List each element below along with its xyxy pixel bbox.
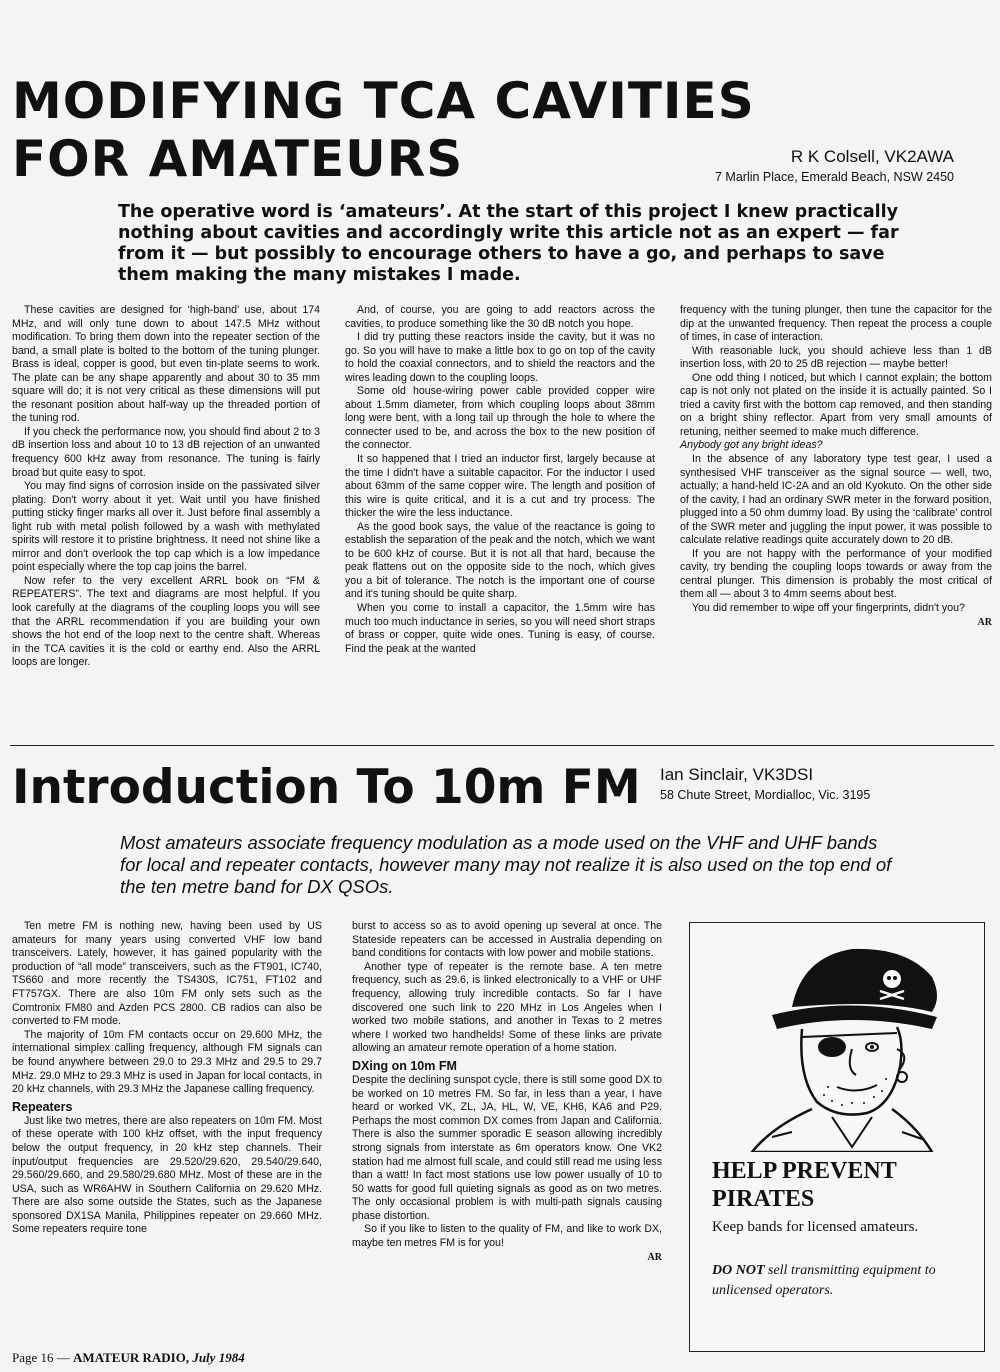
footer-magazine: AMATEUR RADIO, bbox=[73, 1350, 193, 1365]
article2-lead: Most amateurs associate frequency modulation as a mode used on the VHF and UHF bands for local and repeater contacts, however many may not realize it is also used on the top end of the ten metre band for DX QSOs. bbox=[120, 832, 892, 897]
paragraph: So if you like to listen to the quality of FM, and like to work DX, maybe ten metres FM is for you! bbox=[352, 1223, 662, 1250]
paragraph: When you come to install a capacitor, the 1.5mm wire has much too much inductance in series, so you will need short straps of brass or copper, quite wide ones. Tuning is easy, of course. Find the peak at the wanted bbox=[345, 602, 655, 655]
end-mark: AR bbox=[647, 1251, 662, 1263]
subheading-dxing: DXing on 10m FM bbox=[352, 1058, 457, 1073]
ad-warning bbox=[712, 1261, 982, 1301]
paragraph: The majority of 10m FM contacts occur on 29.600 MHz, the international simplex calling frequency, although FM signals can be found anywhere between 29.0 to 29.3 MHz and 29.5 to 29.7 MHz. 29.0 MHz to 29.3 MHz is used in Japan for local contacts, in 20 kHz channels, with 29.3 MHz the Japanese calling frequency. bbox=[12, 1028, 322, 1096]
paragraph: Just like two metres, there are also repeaters on 10m FM. Most of these operate with 100 kHz offset, with the input frequency below the output frequency, in 20 kHz step channels. Their input/output frequencies are 29.520/29.620, 29.540/29.640, 29.560/29.660, and 29.580/29.680 MHz. Most of these are in the USA, such as WR6AHW in Southern California on 29.620 MHz. There are also some outside the States, such as the Japanese sponsored DX1SA Manila, Philippines repeater on 29.660 MHz. Some repeaters require tone bbox=[12, 1114, 322, 1236]
paragraph: In the absence of any laboratory type test gear, I used a synthesised VHF transceiver as the signal source — well, two, actually; a hand-held IC-2A and an old Kyokuto. On the other side of the cavity, I had an ordinary SWR meter in the forward position, plugged into a 50 ohm dummy load. By using the ‘calibrate’ control of the SWR meter and juggling the input power, it was possible to calculate relative readings quite accurately down to 20 dB. bbox=[680, 453, 992, 547]
paragraph: These cavities are designed for ‘high-band’ use, about 174 MHz, and will only tune down to about 147.5 MHz without modification. To bring them down into the repeater section of the band, a small plate is bolted to the bottom of the tuning plunger. Brass is ideal, copper is good, but even tin-plate seems to work. The plate can be any shape apparently and about 30 to 35 mm square will do; it is not very critical as these dimensions will put the resonant position about half-way up the threaded portion of the tuning rod. bbox=[12, 304, 320, 425]
article1-address: 7 Marlin Place, Emerald Beach, NSW 2450 bbox=[715, 170, 954, 184]
subheading-repeaters: Repeaters bbox=[12, 1099, 73, 1114]
paragraph: As the good book says, the value of the reactance is going to establish the separation of the peak and the notch, which we want to be 600 kHz of course. But it is not all that hard, because the peak flattens out on the opposite side to the noch, which gives you a bit of tolerance. The notch is the important one of course and it's tuning should be quite sharp. bbox=[345, 520, 655, 601]
page-footer bbox=[12, 1350, 245, 1366]
ad-title bbox=[712, 1157, 897, 1213]
paragraph: You may find signs of corrosion inside on the passivated silver plating. Don't worry about it yet. Wait until you have finished putting sticky finger marks all over it. Just before final assembly a light rub with metal polish followed by a wash with methylated spirits will restore it to pristine brightness. It need not shine like a mirror and don't overlook the top cap which is a low impedance point especially where the top cap joins the barrel. bbox=[12, 480, 320, 574]
article1-title: MODIFYING TCA CAVITIES FOR AMATEURS bbox=[12, 72, 755, 188]
article2-byline bbox=[660, 764, 984, 804]
ad-title-line-1: HELP PREVENT bbox=[712, 1158, 897, 1184]
paragraph: Ten metre FM is nothing new, having been used by US amateurs for many years using converted VHF low band transceivers. Lately, however, it has gained popularity with the production of “all mode” transceivers, such as the FT901, IC740, TS660 and more recently the TS430S, IC751, FT102 and FT757GX. There are also 10m FM only sets such as the Comtronix FM80 and Azden PCS 2800. CB radios can also be converted to FM mode. bbox=[12, 920, 322, 1028]
footer-page: Page 16 — bbox=[12, 1350, 74, 1365]
paragraph: And, of course, you are going to add reactors across the cavities, to produce something like the 30 dB notch you hope. bbox=[345, 304, 655, 330]
footer-date: July 1984 bbox=[192, 1350, 245, 1365]
article2-author: Ian Sinclair, VK3DSI bbox=[660, 765, 814, 784]
end-mark: AR bbox=[977, 616, 992, 628]
pirates-ad bbox=[689, 922, 985, 1352]
paragraph: If you check the performance now, you should find about 2 to 3 dB insertion loss and about 10 to 13 dB rejection of an unwanted frequency 600 kHz away from resonance. The tuning is fairly broad but quite easy to spot. bbox=[12, 425, 320, 479]
paragraph: With reasonable luck, you should achieve less than 1 dB insertion loss, with 20 to 25 dB rejection — maybe better! bbox=[680, 344, 992, 371]
article2-body bbox=[12, 920, 662, 1264]
paragraph: burst to access so as to avoid opening up several at once. The Stateside repeaters can be accessed in Australia depending on band conditions for contacts with low power and mobile stations. bbox=[352, 920, 662, 960]
pirate-illustration-icon bbox=[732, 937, 952, 1152]
article1-byline bbox=[640, 146, 954, 186]
article2-title: Introduction To 10m FM bbox=[12, 760, 641, 815]
article1-column-2 bbox=[345, 304, 655, 670]
article1-column-1 bbox=[12, 304, 320, 670]
paragraph: You did remember to wipe off your fingerprints, didn't you? bbox=[692, 602, 965, 615]
ad-warning-emphasis: DO NOT bbox=[712, 1263, 765, 1278]
paragraph: Another type of repeater is the remote base. A ten metre frequency, such as 29.6, is linked electronically to a VHF or UHF frequency, allowing truly incredible contacts. So far I have discovered one such link to 220 MHz in Los Angeles when I worked two mobile stations, and another in Texas to 2 metres where I worked two handhelds! Some of these links are private allowing an amateur remote operation of a home station. bbox=[352, 960, 662, 1055]
paragraph: If you are not happy with the performance of your modified cavity, try bending the coupling loops towards or away from the central plunger. This dimension is probably the most critical of them all — about 3 to 4mm seems about best. bbox=[680, 547, 992, 601]
ad-warning-text: sell transmitting equipment to unlicensed operators. bbox=[712, 1263, 936, 1298]
ad-subtitle: Keep bands for licensed amateurs. bbox=[712, 1219, 919, 1235]
paragraph: Despite the declining sunspot cycle, there is still some good DX to be worked on 10 metres FM. So far, in less than a year, I have heard or worked VK, ZL, JA, HL, W, VE, KH6, KA6 and P29. Perhaps the most common DX comes from Japan and California. There is also the summer sporadic E season allowing incredibly strong signals from interstate as 6m operators know. One VK2 station had me almost full scale, and could still read me using less than a watt! In fact most stations use low power usually of 10 to 50 watts for good full quieting signals as good as on two metres. The only occasional problem is with multi-path signals causing phase distortion. bbox=[352, 1073, 662, 1222]
article1-body bbox=[12, 304, 992, 670]
article2-address: 58 Chute Street, Mordialloc, Vic. 3195 bbox=[660, 788, 871, 802]
paragraph: It so happened that I tried an inductor first, largely because at the time I didn't have a suitable capacitor. For the inductor I used about 63mm of the same copper wire. The length and position of this wire is quite critical, and it is a cut and try process. The thicker the wire the less inductance. bbox=[345, 453, 655, 520]
article2-column-1 bbox=[12, 920, 322, 1264]
article2-column-2 bbox=[352, 920, 662, 1264]
paragraph: I did try putting these reactors inside the cavity, but it was no go. So you will have to make a little box to go on top of the cavity to hold the coaxial connectors, and to shield the reactors and the wires leading down to the coupling loops. bbox=[345, 331, 655, 384]
article1-column-3 bbox=[680, 304, 992, 670]
paragraph-italic: Anybody got any bright ideas? bbox=[680, 439, 823, 452]
paragraph: frequency with the tuning plunger, then tune the capacitor for the dip at the unwanted frequency. Then repeat the process a couple of times, in case of interaction. bbox=[680, 304, 992, 344]
paragraph: Now refer to the very excellent ARRL book on “FM & REPEATERS”. The text and diagrams are most helpful. If you look carefully at the diagrams of the coupling loops you will see that the ARRL recommendation if you are building your own shows the hot end of the loop next to the centre shaft. Whereas in the TCA cavities it is the cold or earthy end. Also the ARRL loops are longer. bbox=[12, 574, 320, 669]
article1-author: R K Colsell, VK2AWA bbox=[790, 147, 954, 166]
ad-title-line-2: PIRATES bbox=[712, 1186, 815, 1212]
article1-lead: The operative word is ‘amateurs’. At the start of this project I knew practically nothing about cavities and accordingly write this article not as an expert — far from it — but possibly to encourage others to have a go, and perhaps to save them making the many mistakes I made. bbox=[118, 202, 899, 285]
paragraph: Some old house-wiring power cable provided copper wire about 1.5mm diameter, from which coupling loops about 38mm long were bent, with a long tail up through the hole to where the connecter used to be, and across the box to the new position of the connector. bbox=[345, 385, 655, 452]
section-divider bbox=[10, 745, 994, 746]
paragraph: One odd thing I noticed, but which I cannot explain; the bottom cap is not only not plated on the inside it is actually painted. So I tried a cavity first with the bottom cap removed, and then standing on a bright shiny reflector. Apart from very small amounts of retuning, neither seemed to make much difference. bbox=[680, 371, 992, 438]
